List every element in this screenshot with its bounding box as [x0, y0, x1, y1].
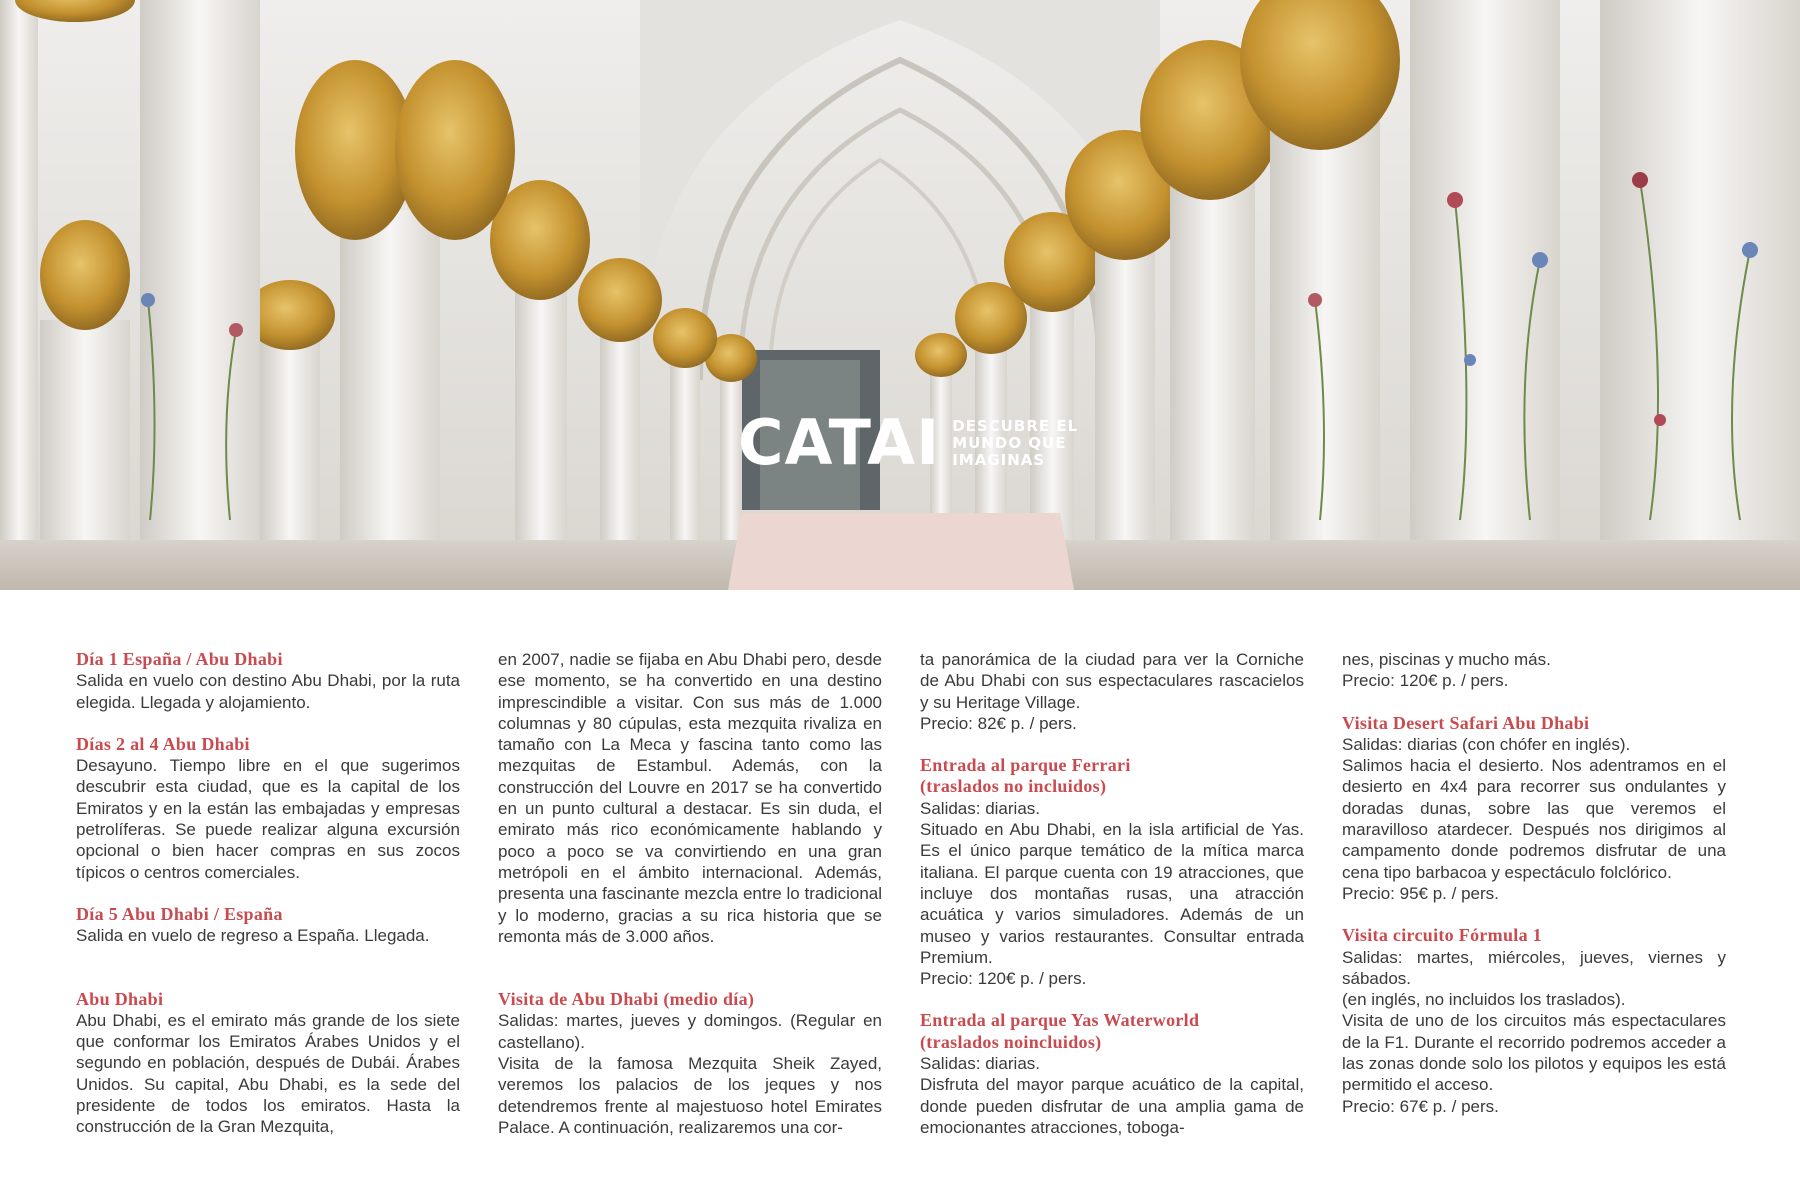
yas-text-continued: nes, piscinas y mucho más.	[1342, 650, 1551, 669]
visit-price: Precio: 82€ p. / pers.	[920, 713, 1077, 733]
desert-text: Salimos hacia el desierto. Nos adentramos en el desierto en 4x4 para recorrer sus ondulantes y doradas dunas, sobre las que veremos el maravilloso atardecer. Después nos dirigimos al campamento donde podremos disfrutar de una cena tipo barbacoa y espectáculo folclórico.	[1342, 756, 1726, 882]
yas-days: Salidas: diarias.	[920, 1054, 1041, 1074]
visit-heading: Visita de Abu Dhabi (medio día)	[498, 989, 755, 1010]
column-1	[76, 649, 460, 1138]
desert-price: Precio: 95€ p. / pers.	[1342, 883, 1499, 903]
logo-tagline: DESCUBRE EL MUNDO QUE IMAGINAS	[952, 416, 1079, 469]
pink-tab-decoration	[728, 513, 1074, 590]
catai-logo[interactable]	[738, 408, 1078, 478]
f1-note: (en inglés, no incluidos los traslados).	[1342, 990, 1626, 1010]
mosque-illustration	[0, 0, 1800, 590]
day5-text: Salida en vuelo de regreso a España. Llegada.	[76, 926, 430, 946]
visit-text-continued: ta panorámica de la ciudad para ver la Corniche de Abu Dhabi con sus espectaculares rascacielos y su Heritage Village.	[920, 650, 1304, 712]
visit-text: Visita de la famosa Mezquita Sheik Zayed, veremos los palacios de los jeques y nos detendremos frente al majestuoso hotel Emirates Palace. A continuación, realizaremos una cor-	[498, 1054, 882, 1137]
city-text-part1: Abu Dhabi, es el emirato más grande de los siete que conformar los Emiratos Árabes Unidos y el segundo en población, después de Dubái. Árabes Unidos. Su capital, Abu Dhabi, es la sede del presidente de todos los emiratos. Hasta la construcción de la Gran Mezquita,	[76, 1010, 460, 1137]
yas-price: Precio: 120€ p. / pers.	[1342, 671, 1509, 691]
ferrari-days: Salidas: diarias.	[920, 798, 1041, 818]
city-text-part2: en 2007, nadie se fijaba en Abu Dhabi pero, desde ese momento, se ha convertido en una destino imprescindible a visitar. Con sus más de 1.000 columnas y 80 cúpulas, esta mezquita rivaliza en tamaño con La Meca y fascina tanto como las mezquitas de Estambul. Además, con la construcción del Louvre en 2017 se ha convertido en un punto cultural a destacar. Es sin duda, el emirato más rico económicamente hablando y poco a poco se va convirtiendo en una gran metrópoli en el ámbito internacional. Además, presenta una fascinante mezcla entre lo tradicional y lo moderno, gracias a su rica historia que se remonta más de 3.000 años.	[498, 650, 882, 946]
yas-heading-line2: (traslados noincluidos)	[920, 1031, 1102, 1052]
f1-heading: Visita circuito Fórmula 1	[1342, 925, 1542, 946]
ferrari-heading-line1: Entrada al parque Ferrari	[920, 755, 1131, 776]
desert-days: Salidas: diarias (con chófer en inglés).	[1342, 734, 1631, 754]
ferrari-text: Situado en Abu Dhabi, en la isla artificial de Yas. Es el único parque temático de la mítica marca italiana. El parque cuenta con 19 atracciones, que incluye dos montañas rusas, una atracción acuática y varios simuladores. Además de un museo y varios restaurantes. Consultar entrada Premium.	[920, 820, 1304, 967]
logo-wordmark: CATAI	[738, 406, 941, 479]
hero-photo-mosque-colonnade	[0, 0, 1800, 590]
column-4	[1342, 649, 1726, 1117]
f1-price: Precio: 67€ p. / pers.	[1342, 1096, 1499, 1116]
visit-days: Salidas: martes, jueves y domingos. (Regular en castellano).	[498, 1011, 882, 1052]
day2-text: Desayuno. Tiempo libre en el que sugerimos descubrir esta ciudad, que es la capital de los Emiratos y en la están las embajadas y empresas petrolíferas. Se puede realizar alguna excursión opcional o bien hacer compras en sus zocos típicos o centros comerciales.	[76, 756, 460, 882]
yas-text: Disfruta del mayor parque acuático de la capital, donde pueden disfrutar de una amplia gama de emocionantes atracciones, tobogа-	[920, 1075, 1304, 1137]
day1-text: Salida en vuelo con destino Abu Dhabi, por la ruta elegida. Llegada y alojamiento.	[76, 671, 460, 712]
desert-heading: Visita Desert Safari Abu Dhabi	[1342, 712, 1590, 733]
day1-heading: Día 1 España / Abu Dhabi	[76, 649, 283, 669]
city-heading: Abu Dhabi	[76, 988, 164, 1009]
day5-heading: Día 5 Abu Dhabi / España	[76, 903, 283, 924]
day2-heading: Días 2 al 4 Abu Dhabi	[76, 733, 250, 754]
f1-days: Salidas: martes, miércoles, jueves, viernes y sábados.	[1342, 947, 1726, 988]
column-3	[920, 649, 1304, 1138]
f1-text: Visita de uno de los circuitos más espectaculares de la F1. Durante el recorrido podremos acceder a las zonas donde solo los pilotos y equipos les está permitido el acceso.	[1342, 1011, 1726, 1095]
yas-heading-line1: Entrada al parque Yas Waterworld	[920, 1010, 1200, 1031]
ferrari-heading-line2: (traslados no incluidos)	[920, 776, 1107, 797]
column-2	[498, 649, 882, 1138]
ferrari-price: Precio: 120€ p. / pers.	[920, 969, 1087, 989]
